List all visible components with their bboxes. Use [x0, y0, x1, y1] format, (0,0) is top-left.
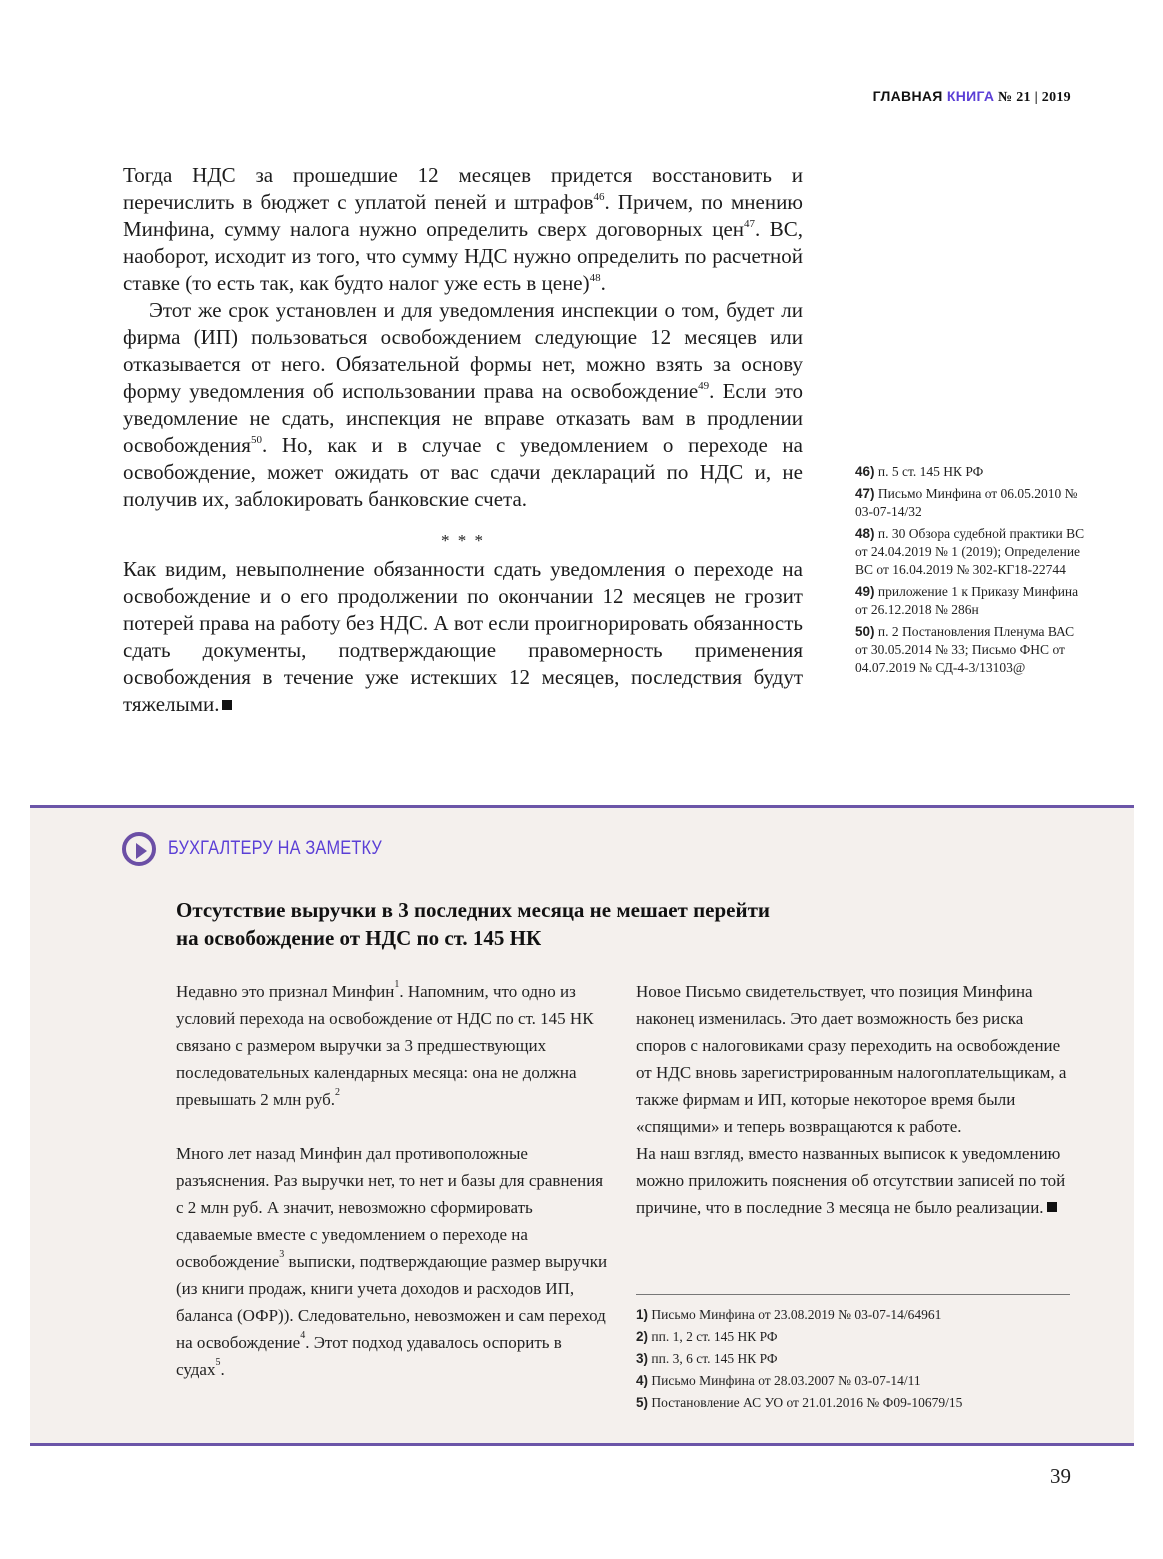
footnote-50: 50) п. 2 Постановления Пленума ВАС от 30.05.2014 № 33; Письмо ФНС от 04.07.2019 № СД-4-3/13103@: [855, 624, 1075, 675]
note-box: [30, 805, 1134, 1446]
footnote-ref: 46: [593, 191, 605, 203]
footnote-47: 47) Письмо Минфина от 06.05.2010 № 03-07-14/32: [855, 486, 1078, 519]
end-mark-icon: [1047, 1202, 1057, 1212]
page-number: 39: [1050, 1464, 1071, 1488]
footnote-divider: [636, 1294, 1070, 1295]
paragraph: Много лет назад Минфин дал противоположные разъяснения. Раз выручки нет, то нет и базы для сравнения с 2 млн руб. А значит, невозможно сформировать сдаваемые вместе с уведомлением о переходе на освобождение$^3$ выписки, подтверждающие размер выручки (из книги продаж, книги учета доходов и расходов ИП, баланса (ОФР)). Следовательно, невозможен и сам переход на освобождение$^4$. Этот подход удавалось оспорить в судах$^5$.: [176, 1144, 608, 1379]
footnote-ref: 1: [394, 979, 400, 990]
box-column-left: [176, 978, 608, 1383]
footnote-2: 2) пп. 1, 2 ст. 145 НК РФ: [636, 1329, 778, 1344]
brand-name-part1: ГЛАВНАЯ: [872, 88, 947, 104]
footnote-ref: 50: [250, 434, 262, 446]
footnote-ref: 2: [335, 1087, 341, 1098]
brand-name-part2: КНИГА: [946, 88, 995, 104]
paragraph: Этот же срок установлен и для уведомления инспекции о том, будет ли фирма (ИП) пользоваться освобождением следующие 12 месяцев или отказывается от него. Обязательной формы нет, можно взять за основу форму уведомления об использовании права на освобождение$^{49}$. Если это уведомление не сдать, инспекция не вправе отказать вам в продлении освобождения$^{50}$. Но, как и в случае с уведомлением о переходе на освобождение, может ожидать от вас сдачи деклараций по НДС и, не получив их, заблокировать банковские счета.: [123, 298, 804, 511]
footnote-ref: 49: [698, 380, 710, 392]
footnote-ref: 3: [279, 1249, 285, 1260]
play-circle-icon: [122, 832, 156, 866]
box-label: [122, 832, 417, 866]
footnote-46: 46) п. 5 ст. 145 НК РФ: [855, 464, 984, 479]
article-body: [123, 162, 803, 718]
paragraph: На наш взгляд, вместо названных выписок к уведомлению можно приложить пояснения об отсутствии записей по той причине, что в последние 3 месяца не было реализации.: [636, 1144, 1066, 1217]
end-mark-icon: [222, 700, 232, 710]
footnote-3: 3) пп. 3, 6 ст. 145 НК РФ: [636, 1351, 778, 1366]
box-title: Отсутствие выручки в 3 последних месяца не мешает перейти на освобождение от НДС по ст. 145 НК: [176, 898, 771, 950]
paragraph: Недавно это признал Минфин$^1$. Напомним, что одно из условий перехода на освобождение от НДС по ст. 145 НК связано с размером выручки за 3 предшествующих последовательных календарных месяца: она не должна превышать 2 млн руб.$^2$: [176, 979, 594, 1109]
paragraph: Новое Письмо свидетельствует, что позиция Минфина наконец изменилась. Это дает возможность без риска споров с налоговиками сразу переходить на освобождение от НДС вновь зарегистрированным налогоплательщикам, а также фирмам и ИП, которые некоторое время были «спящими» и теперь возвращаются к работе.: [636, 982, 1067, 1136]
footnote-49: 49) приложение 1 к Приказу Минфина от 26.12.2018 № 286н: [855, 584, 1079, 617]
paragraph: Тогда НДС за прошедшие 12 месяцев придется восстановить и перечислить в бюджет с уплатой пеней и штрафов$^{46}$. Причем, по мнению Минфина, сумму налога нужно определить сверх договорных цен$^{47}$. ВС, наоборот, исходит из того, что сумму НДС нужно определить по расчетной ставке (то есть так, как будто налог уже есть в цене)$^{48}$.: [123, 163, 804, 295]
issue-number: № 21 | 2019: [994, 90, 1071, 105]
footnote-4: 4) Письмо Минфина от 28.03.2007 № 03-07-14/11: [636, 1373, 921, 1388]
running-header: [873, 88, 1071, 106]
footnote-48: 48) п. 30 Обзора судебной практики ВС от 24.04.2019 № 1 (2019); Определение ВС от 16.04.2019 № 302-КГ18-22744: [855, 526, 1085, 577]
box-label-text: БУХГАЛТЕРУ НА ЗАМЕТКУ: [168, 838, 382, 859]
footnote-5: 5) Постановление АС УО от 21.01.2016 № Ф09-10679/15: [636, 1395, 963, 1410]
side-footnotes: [855, 463, 1085, 681]
box-column-right: [636, 978, 1068, 1221]
footnote-ref: 47: [744, 218, 756, 230]
box-footnotes: [636, 1304, 1076, 1414]
footnote-1: 1) Письмо Минфина от 23.08.2019 № 03-07-14/64961: [636, 1307, 942, 1322]
footnote-ref: 4: [300, 1330, 306, 1341]
section-separator: * * *: [441, 531, 485, 550]
paragraph: Как видим, невыполнение обязанности сдать уведомления о переходе на освобождение и о его продолжении по окончании 12 месяцев не грозит потерей права на работу без НДС. А вот если проигнорировать обязанность сдать документы, подтверждающие правомерность применения освобождения в течение уже истекших 12 месяцев, последствия будут тяжелыми.: [123, 557, 803, 716]
footnote-ref: 5: [215, 1357, 221, 1368]
footnote-ref: 48: [589, 272, 601, 284]
